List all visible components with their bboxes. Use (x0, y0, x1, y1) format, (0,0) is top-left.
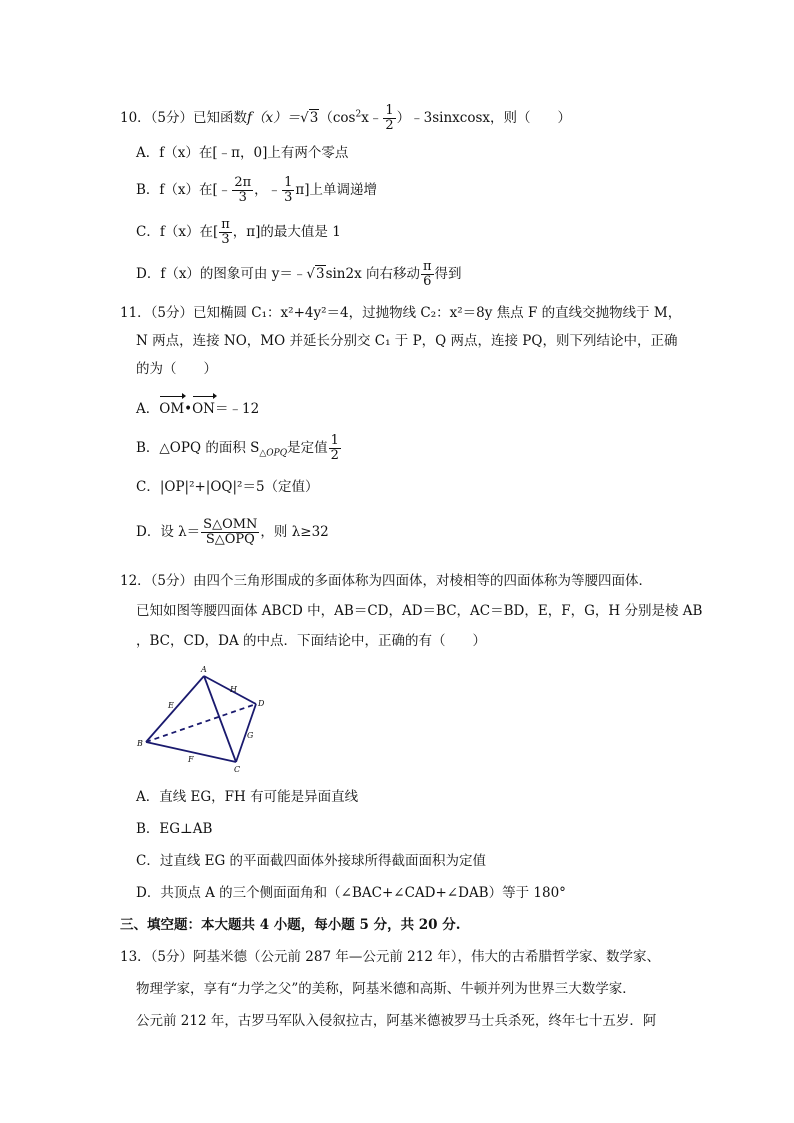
sqrt-symbol: √3 (306, 266, 325, 282)
q12-option-d: D．共顶点 A 的三个侧面面角和（∠BAC+∠CAD+∠DAB）等于 180° (136, 885, 566, 901)
q11-option-c: C．|OP|²+|OQ|²＝5（定值） (136, 479, 319, 495)
label-e: E (168, 701, 174, 710)
fraction-half: $\frac{1}{2}$ (330, 433, 339, 463)
q10-option-a: A．f（x）在[﹣π，0]上有两个零点 (136, 145, 349, 161)
q11-option-b: B．△OPQ 的面积 $S_{\triangle OPQ}$是定值 $\frac{1}{2}$ (136, 433, 339, 463)
fraction: $\frac{2\pi}{3}$ (234, 175, 252, 205)
q11-option-d: D．设 λ＝ $\frac{\text{S△OMN}}{\text{S△OPQ}}$ ，则 λ≥32 (136, 517, 329, 547)
q10-option-d: D．f（x）的图象可由 y＝﹣√3sin2x 向右移动 $\frac{\pi}{6}$ 得到 (136, 259, 462, 289)
label-c: C (234, 765, 241, 774)
q10-number: 10．（5分）已知函数 (120, 110, 248, 126)
q10-stem: 10．（5分）已知函数$f(x)=√3(\cos^2x﹣$ $\frac{1}{2}$ ）﹣3sinxcosx，则（ ） (120, 103, 571, 133)
vector-om: OM (159, 398, 184, 420)
fraction: $\frac{1}{3}$ (284, 175, 293, 205)
label-h: H (230, 685, 237, 694)
fraction-half: $\frac{1}{2}$ (385, 103, 394, 133)
q12-stem-line2: 已知如图等腰四面体 ABCD 中，AB＝CD，AD＝BC，AC＝BD，E，F，G，H 分别是棱 AB (136, 603, 703, 619)
q11-option-a: A．OM•ON＝﹣12 (136, 398, 259, 420)
section-heading: 三、填空题：本大题共 4 小题，每小题 5 分，共 20 分. (120, 917, 461, 933)
sqrt-symbol: √3 (300, 110, 319, 126)
q11-stem-line1: 11．（5分）已知椭圆 C₁：x²+4y²＝4，过抛物线 C₂：x²＝8y 焦点 F 的直线交抛物线于 M， (120, 305, 682, 321)
q12-option-b: B．EG⊥AB (136, 821, 213, 837)
q11-stem-line3: 的为（ ） (136, 361, 217, 377)
q12-option-a: A．直线 EG，FH 有可能是异面直线 (136, 789, 359, 805)
q12-option-c: C．过直线 EG 的平面截四面体外接球所得截面面积为定值 (136, 853, 487, 869)
q13-stem-line2: 物理学家，享有“力学之父”的美称，阿基米德和高斯、牛顿并列为世界三大数学家． (136, 981, 636, 997)
q10-func: f（x）＝ (247, 110, 301, 126)
tetrahedron-figure (136, 662, 276, 778)
fraction: $\frac{\pi}{6}$ (423, 259, 432, 289)
q13-stem-line1: 13．（5分）阿基米德（公元前 287 年—公元前 212 年），伟大的古希腊哲学家、数学家、 (120, 949, 660, 965)
label-a: A (201, 665, 207, 674)
fraction: $\frac{\pi}{3}$ (221, 217, 230, 247)
q12-stem-line1: 12．（5分）由四个三角形围成的多面体称为四面体，对棱相等的四面体称为等腰四面体． (120, 573, 653, 589)
q10-option-c: C．f（x）在[ $\frac{\pi}{3}$ ，π]的最大值是 1 (136, 217, 341, 247)
q13-stem-line3: 公元前 212 年，古罗马军队入侵叙拉古，阿基米德被罗马士兵杀死，终年七十五岁．阿 (136, 1013, 657, 1029)
label-b: B (137, 739, 143, 748)
q10-option-b: B．f（x）在[﹣ $\frac{2\pi}{3}$ ，﹣ $\frac{1}{3}$ π]上单调递增 (136, 175, 378, 205)
vector-on: ON (192, 398, 215, 420)
label-f: F (188, 755, 194, 764)
q11-stem-line2: N 两点，连接 NO，MO 并延长分别交 C₁ 于 P，Q 两点，连接 PQ，则下列结论中，正确 (136, 333, 678, 349)
fraction-area-ratio: $\frac{\text{S△OMN}}{\text{S△OPQ}}$ (203, 517, 258, 547)
q12-stem-line3: ，BC，CD，DA 的中点．下面结论中，正确的有（ ） (136, 633, 487, 649)
label-g: G (247, 731, 254, 740)
label-d: D (258, 699, 265, 708)
